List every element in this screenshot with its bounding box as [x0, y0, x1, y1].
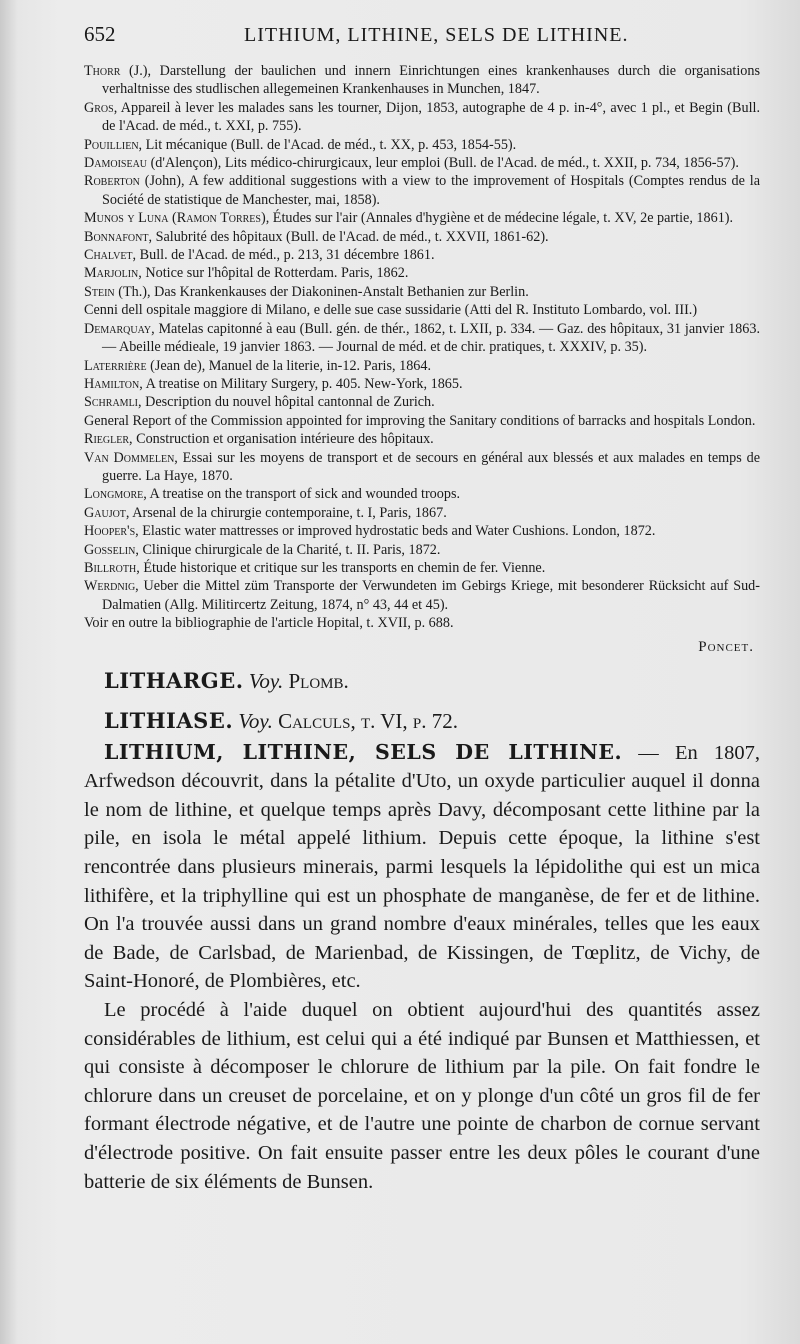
bibliography-text: , Construction et organisation intérieure des hôpitaux.	[129, 431, 434, 448]
bibliography-entry	[84, 375, 760, 393]
bibliography-text: , Salubrité des hôpitaux (Bull. de l'Acad. de méd., t. XXVII, 1861-62).	[148, 228, 549, 245]
bibliography-entry	[84, 412, 760, 430]
bibliography-author: Marjolin	[84, 265, 139, 282]
crossref-target: Calculs, t. VI, p. 72.	[278, 708, 458, 733]
bibliography-text: (Th.), Das Krankenkauses der Diakoninen-Anstalt Bethanien zur Berlin.	[114, 283, 529, 300]
bibliography-text: , Matelas capitonné à eau (Bull. gén. de thér., 1862, t. LXII, p. 334. — Gaz. des hôpitaux, 31 janvier 1863. — Abeille médieale, 19 janvier 1863. — Journal de méd. et de chir. pratiques, t. XXXIV, p. 35).	[102, 320, 760, 356]
bibliography-author: Longmore	[84, 486, 144, 503]
bibliography-author: Demarquay	[84, 320, 152, 337]
bibliography-entry	[84, 172, 760, 209]
article-paragraph-text: — En 1807, Arfwedson découvrit, dans la pétalite d'Uto, un oxyde particulier auquel il donna le nom de lithine, et quelque temps après Davy, décomposant cette lithine par la pile, en isola le métal appelé lithium. Depuis cette époque, la lithine s'est rencontrée dans plusieurs minerais, parmi lesquels la lépidolithe qui est un mica lithifère, et la triphylline qui est un phosphate de manganèse, de fer et de lithine. On l'a trouvée aussi dans un grand nombre d'eaux minérales, telles que les eaux de Bade, de Carlsbad, de Marienbad, de Kissingen, de Tœplitz, de Vichy, de Saint-Honoré, de Plombières, etc.	[84, 741, 760, 993]
bibliography-text: (d'Alençon), Lits médico-chirurgicaux, leur emploi (Bull. de l'Acad. de méd., t. XXII, p. 734, 1856-57).	[147, 155, 739, 172]
bibliography-entry	[84, 393, 760, 411]
bibliography-text: , Bull. de l'Acad. de méd., p. 213, 31 décembre 1861.	[132, 247, 435, 264]
crossref-voy: Voy.	[238, 708, 273, 733]
cross-references	[84, 666, 760, 736]
bibliography-author: Roberton	[84, 173, 140, 190]
article-lithium	[84, 738, 760, 1197]
bibliography-entry	[84, 357, 760, 375]
bibliography-text: (Jean de), Manuel de la literie, in-12. Paris, 1864.	[146, 357, 432, 374]
crossref-lithiase	[84, 706, 760, 736]
bibliography-author: Laterrière	[84, 357, 147, 374]
bibliography-entry	[84, 577, 760, 614]
bibliography-text: (J.), Darstellung der baulichen und innern Einrichtungen eines krankenhauses durch die organisations verhaltnisse des studlischen allegemeinen Krankenhauses in Munchen, 1847.	[102, 63, 760, 98]
bibliography-entry	[84, 283, 760, 301]
bibliography-author: Werdnig	[84, 578, 136, 595]
bibliography-entry	[84, 320, 760, 357]
bibliography-author: Gosselin	[84, 541, 136, 558]
bibliography-author: Billroth	[84, 559, 137, 576]
bibliography-entry	[84, 430, 760, 448]
crossref-headword: LITHARGE.	[104, 667, 244, 693]
bibliography-text: , Elastic water mattresses or improved hydrostatic beds and Water Cushions. London, 1872.	[135, 523, 656, 540]
bibliography-text: , Étude historique et critique sur les transports en chemin de fer. Vienne.	[136, 559, 546, 576]
bibliography-author: Pouillien	[84, 136, 139, 153]
bibliography-entry	[84, 559, 760, 577]
author-signature: Poncet.	[698, 638, 754, 655]
bibliography-author: Gros	[84, 99, 114, 116]
bibliography	[84, 62, 760, 633]
bibliography-author: Hooper's	[84, 523, 136, 540]
crossref-voy: Voy.	[248, 668, 284, 693]
bibliography-entry	[84, 449, 760, 486]
bibliography-entry	[84, 228, 760, 246]
bibliography-text: Cenni dell ospitale maggiore di Milano, e delle sue case sussidarie (Atti del R. Instituto Lombardo, vol. III.)	[84, 302, 698, 319]
article-headword: LITHIUM, LITHINE, SELS DE LITHINE.	[104, 739, 623, 764]
bibliography-entry	[84, 541, 760, 559]
page-number: 652	[84, 22, 116, 46]
bibliography-entry	[84, 301, 760, 319]
bibliography-text: , Description du nouvel hôpital cantonnal de Zurich.	[138, 394, 435, 411]
bibliography-text: (John), A few additional suggestions with a view to the improvement of Hospitals (Comptes rendus de la Société de statistique de Manchester, mai, 1858).	[102, 173, 760, 208]
bibliography-text: , Ueber die Mittel züm Transporte der Verwundeten im Gebirgs Kriege, mit besonderer Rücksicht auf Sud-Dalmatien (Allg. Militircertz Zeitung, 1874, n° 43, 44 et 45).	[102, 578, 760, 613]
bibliography-text: , Lit mécanique (Bull. de l'Acad. de méd., t. XX, p. 453, 1854-55).	[138, 136, 517, 153]
bibliography-text: , Arsenal de la chirurgie contemporaine, t. I, Paris, 1867.	[125, 504, 447, 521]
bibliography-text: , A treatise on the transport of sick and wounded troops.	[143, 486, 461, 503]
bibliography-text: Voir en outre la bibliographie de l'article Hopital, t. XVII, p. 688.	[84, 615, 454, 632]
bibliography-entry	[84, 209, 760, 227]
bibliography-text: , Clinique chirurgicale de la Charité, t. II. Paris, 1872.	[135, 541, 441, 558]
bibliography-entry	[84, 154, 760, 172]
bibliography-author: Chalvet	[84, 247, 133, 264]
bibliography-entry	[84, 62, 760, 99]
bibliography-entry	[84, 136, 760, 154]
crossref-target: Plomb.	[288, 668, 349, 693]
bibliography-entry	[84, 522, 760, 540]
bibliography-text: , Études sur l'air (Annales d'hygiène et de médecine légale, t. XV, 2e partie, 1861).	[265, 210, 734, 227]
bibliography-entry	[84, 246, 760, 264]
bibliography-text: , Notice sur l'hôpital de Rotterdam. Paris, 1862.	[138, 265, 409, 282]
bibliography-author: Schramli	[84, 394, 139, 411]
crossref-litharge	[84, 666, 760, 696]
bibliography-text: General Report of the Commission appointed for improving the Sanitary conditions of barracks and hospitals London.	[84, 412, 756, 429]
bibliography-author: Van Dommelen	[84, 449, 175, 466]
bibliography-author: Stein	[84, 283, 115, 300]
bibliography-text: , Appareil à lever les malades sans les tourner, Dijon, 1853, autographe de 4 p. in-4°, avec 1 pl., et Begin (Bull. de l'Acad. de méd., t. XXI, p. 755).	[102, 99, 760, 135]
page-header	[84, 22, 760, 56]
crossref-headword: LITHIASE.	[104, 707, 234, 733]
bibliography-author: Hamilton	[84, 375, 140, 392]
bibliography-entry	[84, 614, 760, 632]
bibliography-text: , Essai sur les moyens de transport et de secours en général aux blessés et aux malades en temps de guerre. La Haye, 1870.	[102, 449, 760, 484]
article-paragraph	[84, 738, 760, 996]
bibliography-entry	[84, 99, 760, 136]
bibliography-entry	[84, 264, 760, 282]
bibliography-text: , A treatise on Military Surgery, p. 405. New-York, 1865.	[139, 375, 463, 392]
bibliography-entry	[84, 485, 760, 503]
bibliography-author: Munos y Luna (Ramon Torres)	[84, 210, 266, 227]
bibliography-author: Damoiseau	[84, 155, 148, 172]
article-paragraph: Le procédé à l'aide duquel on obtient aujourd'hui des quantités assez considérables de lithium, est celui qui a été indiqué par Bunsen et Matthiessen, et qui consiste à décomposer le chlorure de lithium par la pile. On fait fondre le chlorure dans un creuset de porcelaine, et on y plonge d'un côté un gros fil de fer formant électrode négative, et de l'autre une pointe de charbon de cornue servant d'électrode positive. On fait ensuite passer entre les deux pôles le courant d'une batterie de six éléments de Bunsen.	[84, 998, 760, 1193]
running-title: LITHIUM, LITHINE, SELS DE LITHINE.	[244, 24, 629, 46]
bibliography-author: Thorr	[84, 63, 121, 79]
bibliography-author: Bonnafont	[84, 228, 149, 245]
bibliography-author: Riegler	[84, 431, 130, 448]
bibliography-entry	[84, 504, 760, 522]
bibliography-author: Gaujot	[84, 504, 126, 521]
